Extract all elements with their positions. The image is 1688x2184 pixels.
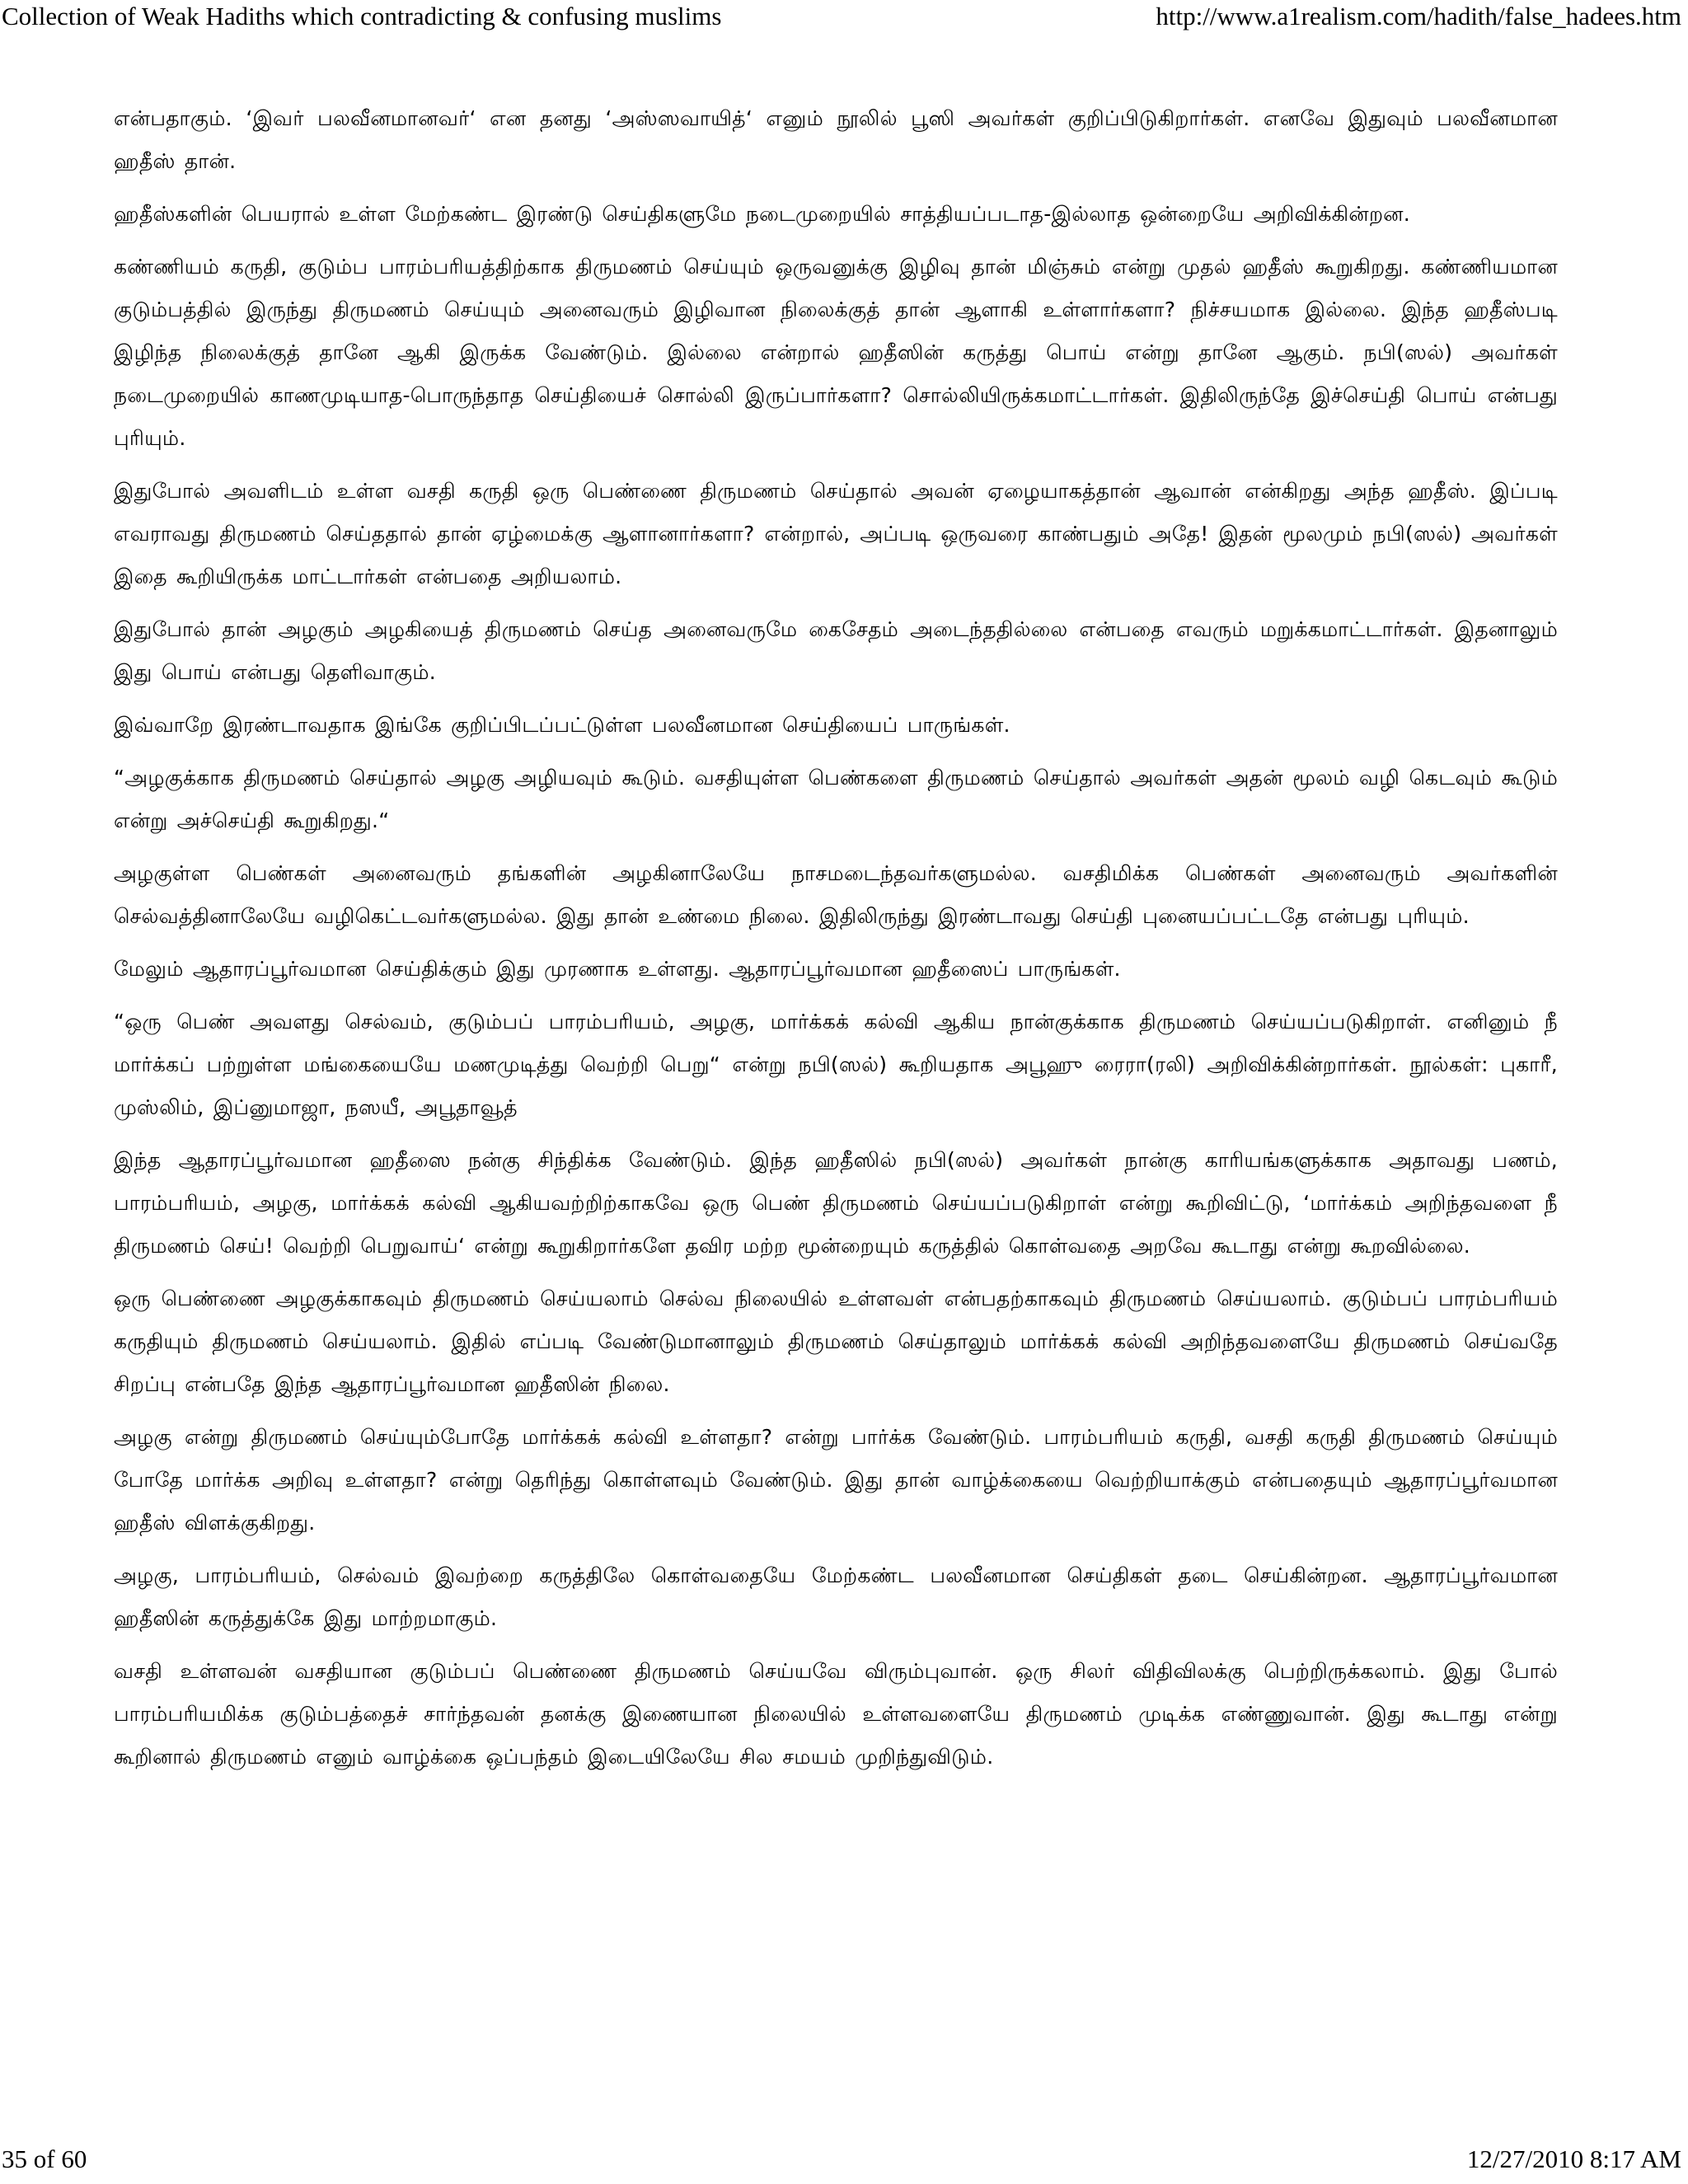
- paragraph: இதுபோல் தான் அழகும் அழகியைத் திருமணம் செய்த அனைவருமே கைசேதம் அடைந்ததில்லை என்பதை எவரும் மறுக்கமாட்டார்கள். இதனாலும் இது பொய் என்பது தெளிவாகும்.: [114, 617, 1558, 684]
- document-title: Collection of Weak Hadiths which contradicting & confusing muslims: [2, 2, 722, 30]
- paragraph: அழகு என்று திருமணம் செய்யும்போதே மார்க்கக் கல்வி உள்ளதா? என்று பார்க்க வேண்டும். பாரம்பரியம் கருதி, வசதி கருதி திருமணம் செய்யும் போதே மார்க்க அறிவு உள்ளதா? என்று தெரிந்து கொள்ளவும் வேண்டும். இது தான் வாழ்க்கையை வெற்றியாக்கும் என்பதையும் ஆதாரப்பூர்வமான ஹதீஸ் விளக்குகிறது.: [114, 1425, 1558, 1535]
- paragraph: “ஒரு பெண் அவளது செல்வம், குடும்பப் பாரம்பரியம், அழகு, மார்க்கக் கல்வி ஆகிய நான்குக்காக திருமணம் செய்யப்படுகிறாள். எனினும் நீ மார்க்கப் பற்றுள்ள மங்கையையே மணமுடித்து வெற்றி பெறு“ என்று நபி(ஸல்) கூறியதாக அபூஹு ரைரா(ரலி) அறிவிக்கின்றார்கள். நூல்கள்: புகாரீ, முஸ்லிம், இப்னுமாஜா, நஸயீ, அபூதாவூத்: [114, 1010, 1558, 1119]
- print-header: [0, 0, 1688, 40]
- document-url: http://www.a1realism.com/hadith/false_hadees.htm: [1156, 2, 1681, 30]
- paragraph: இதுபோல் அவளிடம் உள்ள வசதி கருதி ஒரு பெண்ணை திருமணம் செய்தால் அவன் ஏழையாகத்தான் ஆவான் என்கிறது அந்த ஹதீஸ். இப்படி எவராவது திருமணம் செய்ததால் தான் ஏழ்மைக்கு ஆளானார்களா? என்றால், அப்படி ஒருவரை காண்பதும் அதே! இதன் மூலமும் நபி(ஸல்) அவர்கள் இதை கூறியிருக்க மாட்டார்கள் என்பதை அறியலாம்.: [114, 479, 1558, 588]
- paragraph: என்பதாகும். ‘இவர் பலவீனமானவர்‘ என தனது ‘அஸ்ஸவாயித்‘ எனும் நூலில் பூஸி அவர்கள் குறிப்பிடுகிறார்கள். எனவே இதுவும் பலவீனமான ஹதீஸ் தான்.: [114, 106, 1558, 173]
- paragraph: மேலும் ஆதாரப்பூர்வமான செய்திக்கும் இது முரணாக உள்ளது. ஆதாரப்பூர்வமான ஹதீஸைப் பாருங்கள்.: [114, 957, 1121, 981]
- print-footer: [0, 2143, 1688, 2182]
- paragraph: அழகுள்ள பெண்கள் அனைவரும் தங்களின் அழகினாலேயே நாசமடைந்தவர்களுமல்ல. வசதிமிக்க பெண்கள் அனைவரும் அவர்களின் செல்வத்தினாலேயே வழிகெட்டவர்களுமல்ல. இது தான் உண்மை நிலை. இதிலிருந்து இரண்டாவது செய்தி புனையப்பட்டதே என்பது புரியும்.: [114, 861, 1558, 928]
- page-number: 35 of 60: [2, 2144, 87, 2173]
- paragraph: “அழகுக்காக திருமணம் செய்தால் அழகு அழியவும் கூடும். வசதியுள்ள பெண்களை திருமணம் செய்தால் அவர்கள் அதன் மூலம் வழி கெடவும் கூடும் என்று அச்செய்தி கூறுகிறது.“: [114, 766, 1558, 832]
- article-body: [114, 97, 1558, 1788]
- paragraph: இந்த ஆதாரப்பூர்வமான ஹதீஸை நன்கு சிந்திக்க வேண்டும். இந்த ஹதீஸில் நபி(ஸல்) அவர்கள் நான்கு காரியங்களுக்காக அதாவது பணம், பாரம்பரியம், அழகு, மார்க்கக் கல்வி ஆகியவற்றிற்காகவே ஒரு பெண் திருமணம் செய்யப்படுகிறாள் என்று கூறிவிட்டு, ‘மார்க்கம் அறிந்தவளை நீ திருமணம் செய்! வெற்றி பெறுவாய்‘ என்று கூறுகிறார்களே தவிர மற்ற மூன்றையும் கருத்தில் கொள்வதை அறவே கூடாது என்று கூறவில்லை.: [114, 1148, 1558, 1258]
- paragraph: இவ்வாறே இரண்டாவதாக இங்கே குறிப்பிடப்பட்டுள்ள பலவீனமான செய்தியைப் பாருங்கள்.: [114, 713, 1010, 737]
- paragraph: அழகு, பாரம்பரியம், செல்வம் இவற்றை கருத்திலே கொள்வதையே மேற்கண்ட பலவீனமான செய்திகள் தடை செய்கின்றன. ஆதாரப்பூர்வமான ஹதீஸின் கருத்துக்கே இது மாற்றமாகும்.: [114, 1563, 1558, 1630]
- print-timestamp: 12/27/2010 8:17 AM: [1466, 2144, 1681, 2173]
- paragraph: ஒரு பெண்ணை அழகுக்காகவும் திருமணம் செய்யலாம் செல்வ நிலையில் உள்ளவள் என்பதற்காகவும் திருமணம் செய்யலாம். குடும்பப் பாரம்பரியம் கருதியும் திருமணம் செய்யலாம். இதில் எப்படி வேண்டுமானாலும் திருமணம் செய்தாலும் மார்க்கக் கல்வி அறிந்தவளையே திருமணம் செய்வதே சிறப்பு என்பதே இந்த ஆதாரப்பூர்வமான ஹதீஸின் நிலை.: [114, 1286, 1558, 1396]
- paragraph: வசதி உள்ளவன் வசதியான குடும்பப் பெண்ணை திருமணம் செய்யவே விரும்புவான். ஒரு சிலர் விதிவிலக்கு பெற்றிருக்கலாம். இது போல் பாரம்பரியமிக்க குடும்பத்தைச் சார்ந்தவன் தனக்கு இணையான நிலையில் உள்ளவளையே திருமணம் முடிக்க எண்ணுவான். இது கூடாது என்று கூறினால் திருமணம் எனும் வாழ்க்கை ஒப்பந்தம் இடையிலேயே சில சமயம் முறிந்துவிடும்.: [114, 1659, 1558, 1769]
- paragraph: ஹதீஸ்களின் பெயரால் உள்ள மேற்கண்ட இரண்டு செய்திகளுமே நடைமுறையில் சாத்தியப்படாத-இல்லாத ஒன்றையே அறிவிக்கின்றன.: [114, 202, 1411, 226]
- paragraph: கண்ணியம் கருதி, குடும்ப பாரம்பரியத்திற்காக திருமணம் செய்யும் ஒருவனுக்கு இழிவு தான் மிஞ்சும் என்று முதல் ஹதீஸ் கூறுகிறது. கண்ணியமான குடும்பத்தில் இருந்து திருமணம் செய்யும் அனைவரும் இழிவான நிலைக்குத் தான் ஆளாகி உள்ளார்களா? நிச்சயமாக இல்லை. இந்த ஹதீஸ்படி இழிந்த நிலைக்குத் தானே ஆகி இருக்க வேண்டும். இல்லை என்றால் ஹதீஸின் கருத்து பொய் என்று தானே ஆகும். நபி(ஸல்) அவர்கள் நடைமுறையில் காணமுடியாத-பொருந்தாத செய்தியைச் சொல்லி இருப்பார்களா? சொல்லியிருக்கமாட்டார்கள். இதிலிருந்தே இச்செய்தி பொய் என்பது புரியும்.: [114, 255, 1558, 450]
